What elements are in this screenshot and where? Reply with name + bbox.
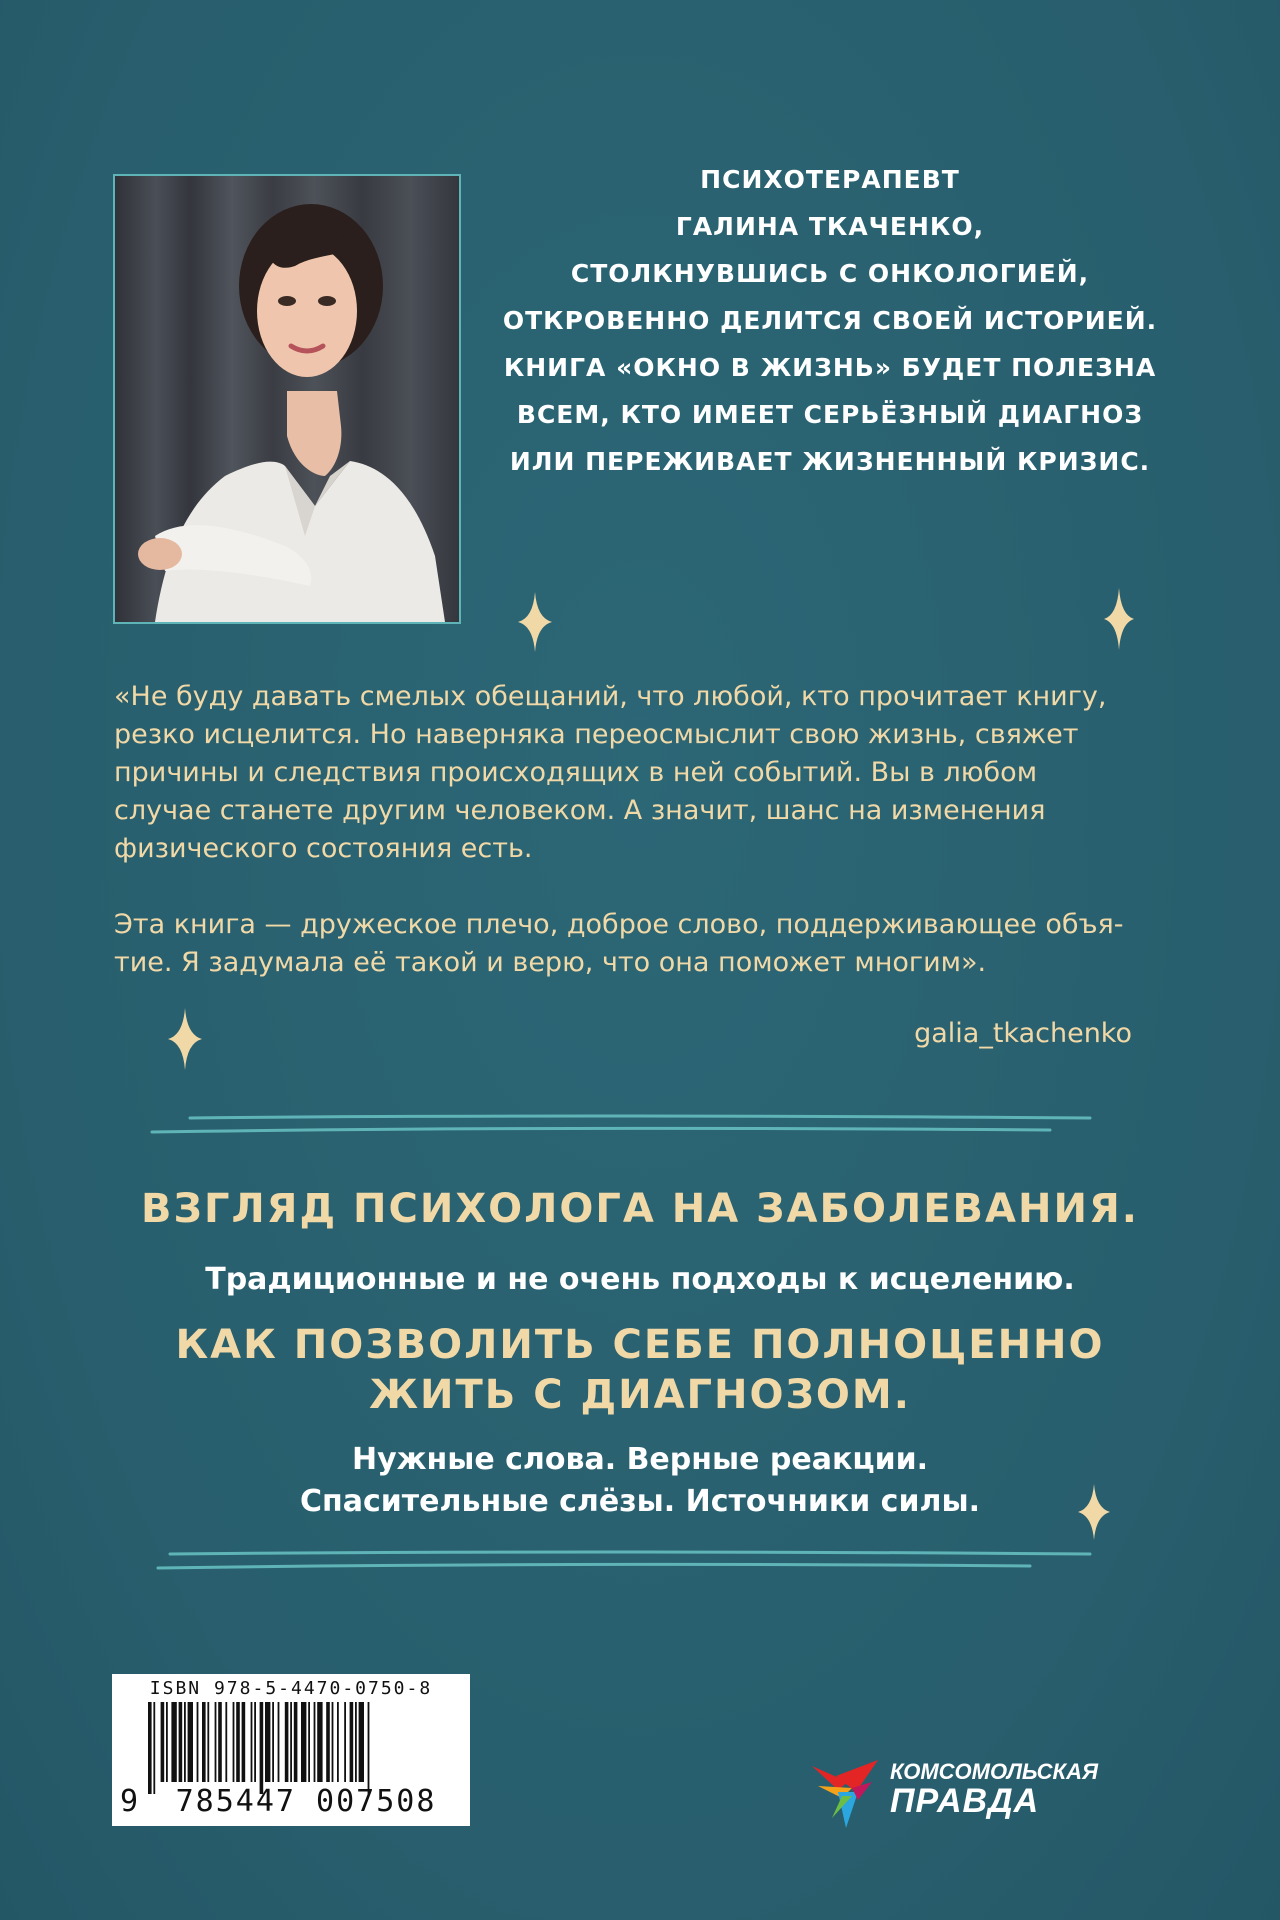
subheading-words-line2: Спасительные слёзы. Источники силы. — [300, 1484, 980, 1519]
quote-line: резко исцелится. Но наверняка переосмыслит свою жизнь, свяжет — [114, 719, 1079, 750]
sparkle-icon — [518, 592, 552, 652]
sparkle-icon — [168, 1008, 202, 1070]
heading-live-with-diagnosis-line2: ЖИТЬ С ДИАГНОЗОМ. — [369, 1372, 911, 1418]
barcode-bar — [332, 1702, 334, 1782]
barcode-bar — [166, 1702, 168, 1782]
quote-line: случае станете другим человеком. А значит, шанс на изменения — [114, 795, 1046, 826]
barcode-bar — [251, 1702, 253, 1782]
intro-line: ОТКРОВЕННО ДЕЛИТСЯ СВОЕЙ ИСТОРИЕЙ. — [502, 306, 1158, 335]
quote-line: причины и следствия происходящих в ней событий. Вы в любом — [114, 757, 1038, 788]
barcode-bar — [344, 1702, 346, 1782]
barcode-bar — [301, 1702, 306, 1782]
barcode-bar — [161, 1702, 165, 1782]
barcode-bar — [225, 1702, 227, 1782]
barcode-bar — [355, 1702, 357, 1782]
publisher-name — [890, 1760, 1098, 1818]
quote-block — [114, 678, 1174, 982]
barcode-bar — [188, 1702, 193, 1782]
barcode-bar — [265, 1702, 270, 1782]
barcode-bar — [294, 1702, 298, 1782]
quote-line: «Не буду давать смелых обещаний, что любой, кто прочитает книгу, — [114, 681, 1107, 712]
barcode-bar — [290, 1702, 292, 1782]
barcode-bar — [218, 1702, 222, 1782]
barcode-bar — [184, 1702, 186, 1782]
intro-line: ПСИХОТЕРАПЕВТ — [700, 165, 960, 194]
barcode-bar — [308, 1702, 310, 1782]
ean-first-digit: 9 — [120, 1784, 139, 1819]
barcode-bar — [272, 1702, 274, 1782]
barcode-bar — [233, 1702, 235, 1782]
divider-line — [150, 1548, 1094, 1574]
subheading-approaches: Традиционные и не очень подходы к исцелению. — [205, 1262, 1075, 1297]
barcode-bar — [326, 1702, 330, 1782]
quote-author: galia_tkachenko — [914, 1018, 1132, 1049]
barcode-bar — [278, 1702, 280, 1782]
barcode-bars — [146, 1702, 446, 1794]
isbn-text: ISBN 978-5-4470-0750-8 — [149, 1678, 433, 1699]
barcode-bar — [285, 1702, 289, 1782]
barcode-bar — [207, 1702, 209, 1782]
intro-line: КНИГА «ОКНО В ЖИЗНЬ» БУДЕТ ПОЛЕЗНА — [503, 353, 1157, 382]
barcode-bar — [260, 1702, 264, 1794]
barcode-bar — [197, 1702, 199, 1782]
barcode-bar — [314, 1702, 316, 1782]
quote-line: физического состояния есть. — [114, 833, 533, 864]
barcode-bar — [337, 1702, 339, 1782]
publisher-name-line1: КОМСОМОЛЬСКАЯ — [890, 1759, 1099, 1784]
intro-text — [500, 156, 1160, 485]
heading-psychologist-view: ВЗГЛЯД ПСИХОЛОГА НА ЗАБОЛЕВАНИЯ. — [141, 1186, 1139, 1232]
barcode-bar — [236, 1702, 240, 1782]
publisher-name-line2: ПРАВДА — [890, 1782, 1040, 1820]
intro-line: ГАЛИНА ТКАЧЕНКО, — [675, 212, 985, 241]
divider-line — [150, 1112, 1094, 1138]
barcode-bar — [359, 1702, 364, 1782]
barcode-bar — [215, 1702, 217, 1782]
barcode-bar — [202, 1702, 206, 1782]
publisher-logo — [808, 1752, 1128, 1842]
barcode-bar — [179, 1702, 183, 1782]
barcode-bar — [153, 1702, 155, 1794]
author-photo — [113, 174, 461, 624]
intro-line: ВСЕМ, КТО ИМЕЕТ СЕРЬЁЗНЫЙ ДИАГНОЗ — [516, 400, 1144, 429]
barcode-bar — [350, 1702, 354, 1782]
quote-line: тие. Я задумала её такой и верю, что она поможет многим». — [114, 947, 987, 978]
isbn-barcode — [112, 1674, 470, 1826]
publisher-bird-icon — [808, 1752, 888, 1832]
barcode-bar — [254, 1702, 256, 1782]
barcode-bar — [171, 1702, 176, 1782]
sparkle-icon — [1104, 588, 1134, 650]
barcode-bar — [242, 1702, 246, 1782]
quote-line: Эта книга — дружеское плечо, доброе слово, поддерживающее объя- — [114, 909, 1124, 940]
barcode-bar — [317, 1702, 322, 1782]
barcode-bar — [148, 1702, 152, 1794]
intro-line: СТОЛКНУВШИСЬ С ОНКОЛОГИЕЙ, — [570, 259, 1090, 288]
heading-live-with-diagnosis-line1: КАК ПОЗВОЛИТЬ СЕБЕ ПОЛНОЦЕННО — [175, 1322, 1105, 1368]
intro-line: ИЛИ ПЕРЕЖИВАЕТ ЖИЗНЕННЫЙ КРИЗИС. — [509, 447, 1151, 476]
ean-digits: 785447 007508 — [175, 1784, 437, 1819]
subheading-words-line1: Нужные слова. Верные реакции. — [351, 1442, 929, 1477]
barcode-bar — [368, 1702, 370, 1794]
